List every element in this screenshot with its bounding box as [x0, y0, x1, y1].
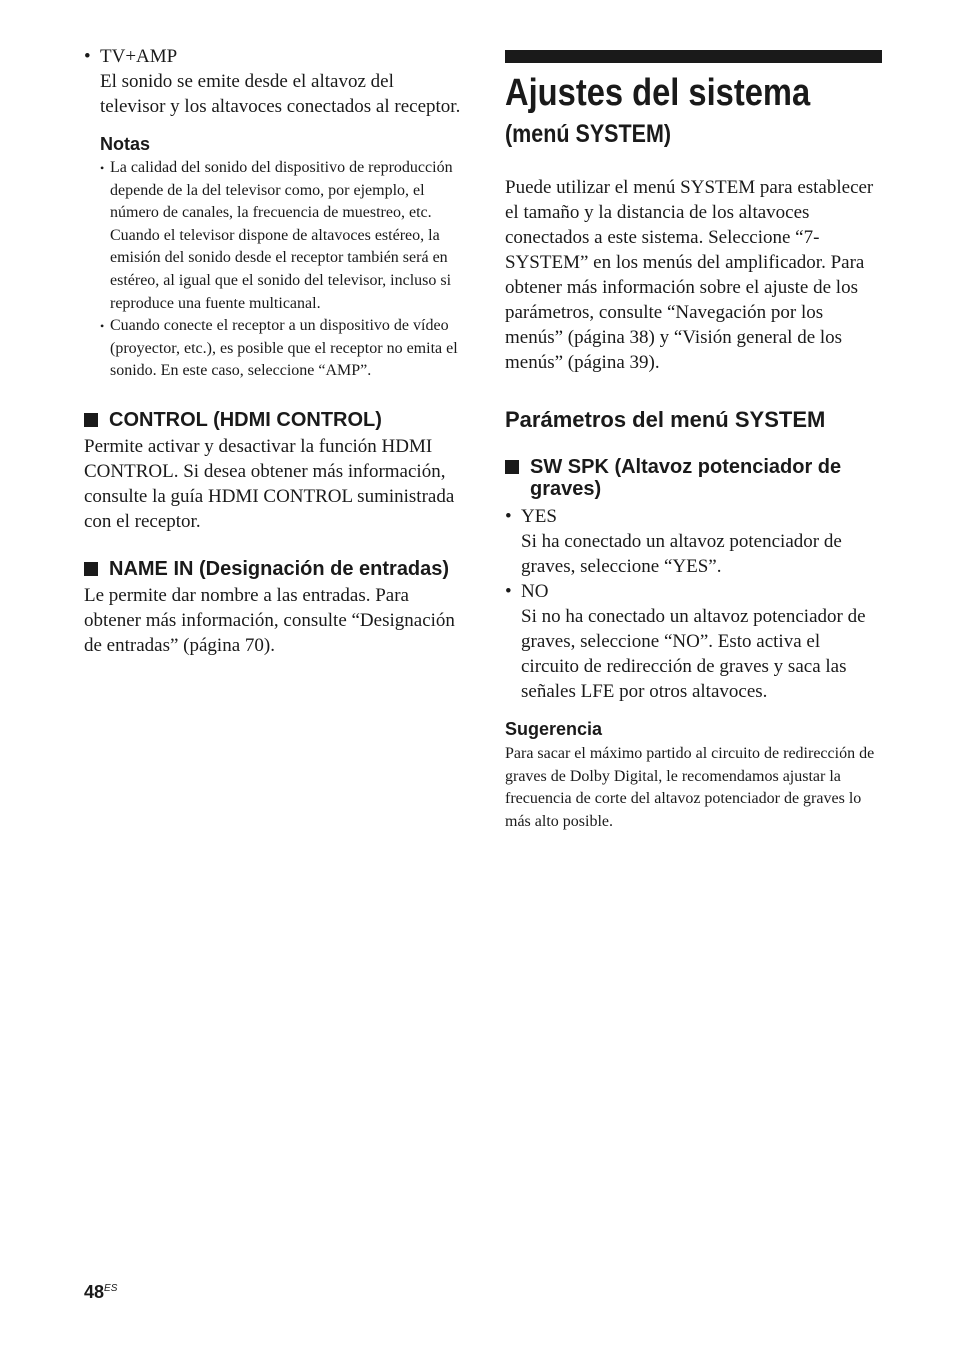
no-text: Si no ha conectado un altavoz potenciador de graves, seleccione “NO”. Esto activa el circuito de redirección de graves y saca las señales LFE por otros altavoces.: [521, 606, 866, 702]
name-in-text: Le permite dar nombre a las entradas. Para obtener más información, consulte “Designación de entradas” (página 70).: [84, 584, 455, 656]
notes-list: [100, 157, 464, 383]
control-heading-text: CONTROL (HDMI CONTROL): [109, 408, 382, 431]
left-column: [84, 44, 464, 658]
no-label: NO: [521, 581, 549, 602]
page-subtitle: (menú SYSTEM): [505, 120, 672, 148]
page-title: Ajustes del sistema: [505, 72, 811, 114]
bullet: •: [100, 161, 105, 175]
name-in-heading: [84, 558, 464, 581]
bullet: •: [84, 46, 91, 67]
yes-option: [505, 504, 882, 579]
page-language: ES: [104, 1283, 118, 1294]
tvamp-text: El sonido se emite desde el altavoz del televisor y los altavoces conectados al receptor.: [100, 71, 461, 117]
yes-text: Si ha conectado un altavoz potenciador de graves, seleccione “YES”.: [521, 531, 842, 577]
notes-title: Notas: [100, 134, 151, 154]
title-rule: [505, 50, 882, 63]
tip-title: Sugerencia: [505, 719, 603, 739]
bullet: •: [505, 581, 512, 602]
note-text: La calidad del sonido del dispositivo de reproducción depende de la del televisor como, por ejemplo, el número de canales, la frecuencia de muestreo, etc. Cuando el televisor dispone de altavoces estéreo, la emisión del sonido desde el receptor también será en estéreo, al igual que el sonido del televisor, incluso si reproduce una fuente multicanal.: [110, 159, 453, 312]
bullet: •: [100, 319, 105, 334]
square-bullet-icon: [505, 456, 530, 500]
sw-spk-heading-text: SW SPK (Altavoz potenciador de graves): [530, 456, 842, 500]
note-text: Cuando conecte el receptor a un dispositivo de vídeo (proyector, etc.), es posible que el receptor no emita el sonido. En este caso, seleccione “AMP”.: [110, 317, 458, 380]
intro-text: Puede utilizar el menú SYSTEM para establecer el tamaño y la distancia de los altavoces conectados a este sistema. Seleccione “7-SYSTEM” en los menús del amplificador. Para obtener más información sobre el ajuste de los parámetros, consulte “Navegación por los menús” (página 38) y “Visión general de los menús” (página 39).: [505, 177, 874, 373]
section-heading: Parámetros del menú SYSTEM: [505, 407, 826, 432]
note-item: [100, 157, 464, 315]
yes-label: YES: [521, 506, 557, 527]
page-number-value: 48: [84, 1282, 105, 1302]
square-bullet-icon: [84, 409, 109, 432]
control-heading: [84, 409, 464, 432]
page-number: [84, 1282, 117, 1303]
tvamp-option: [84, 44, 464, 119]
bullet: •: [505, 506, 512, 527]
square-bullet-icon: [84, 558, 109, 581]
sw-spk-heading: [505, 456, 882, 500]
note-item: [100, 315, 464, 383]
tip-text: Para sacar el máximo partido al circuito de redirección de graves de Dolby Digital, le recomendamos ajustar la frecuencia de corte del altavoz potenciador de graves lo más alto posible.: [505, 745, 875, 830]
control-text: Permite activar y desactivar la función HDMI CONTROL. Si desea obtener más información, consulte la guía HDMI CONTROL suministrada con el receptor.: [84, 435, 455, 532]
right-column: [505, 50, 882, 833]
name-in-heading-text: NAME IN (Designación de entradas): [109, 557, 450, 580]
tvamp-label: TV+AMP: [100, 46, 178, 67]
no-option: [505, 579, 882, 704]
